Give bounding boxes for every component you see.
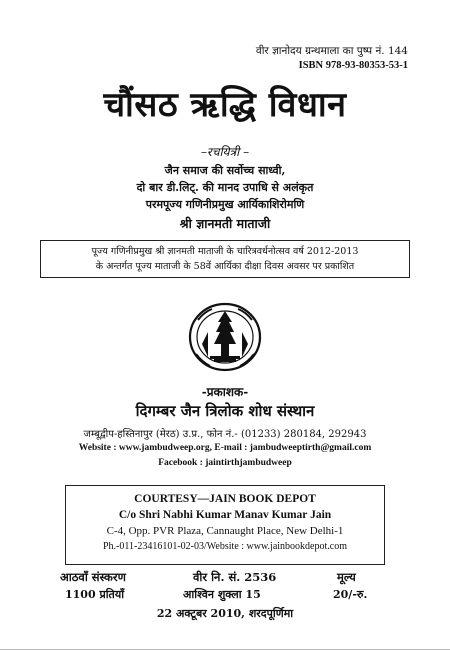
copies: 1100 प्रतियाँ	[65, 588, 125, 601]
author-desc-line-2: दो बार डी.लिट्. की मानद उपाधि से अलंकृत	[136, 181, 314, 194]
courtesy-box	[65, 485, 385, 565]
publisher-facebook: Facebook : jaintirthjambudweep	[158, 458, 292, 468]
jain-institution-emblem-icon	[188, 302, 262, 372]
isbn: ISBN 978-93-80353-53-1	[298, 60, 408, 71]
courtesy-line-4: Ph.-011-23416101-02-03/Website : www.jainbookdepot.com	[103, 541, 347, 552]
publisher-contact: Website : www.jambudweep.org, E-mail : jambudweeptirth@gmail.com	[78, 443, 372, 453]
notice-line-1: पूज्य गणिनीप्रमुख श्री ज्ञानमती माताजी के चारित्रवर्धनोत्सव वर्ष 2012-2013	[91, 246, 359, 257]
author-desc-line-3: परमपूज्य गणिनीप्रमुख आर्यिकाशिरोमणि	[145, 198, 305, 211]
series-line: वीर ज्ञानोदय ग्रन्थमाला का पुष्प नं. 144	[255, 45, 408, 57]
courtesy-line-2: C/o Shri Nabhi Kumar Manav Kumar Jain	[118, 509, 332, 521]
courtesy-line-1: COURTESY—JAIN BOOK DEPOT	[134, 493, 316, 505]
author-name: श्री ज्ञानमती माताजी	[179, 216, 271, 231]
publication-notice-box	[40, 240, 410, 278]
publisher-name: दिगम्बर जैन त्रिलोक शोध संस्थान	[135, 402, 315, 420]
courtesy-line-3: C-4, Opp. PVR Plaza, Cannaught Place, New Delhi-1	[106, 525, 344, 537]
book-title: चौंसठ ऋद्धि विधान	[103, 85, 347, 125]
publisher-address: जम्बूद्वीप-हस्तिनापुर (मेरठ) उ.प्र., फोन नं.- (01233) 280184, 292943	[83, 429, 367, 440]
author-label: –रचयित्री –	[200, 145, 250, 159]
price-label: मूल्य	[337, 570, 356, 584]
price-value: 20/-रु.	[333, 588, 368, 601]
notice-line-2: के अन्तर्गत पूज्य माताजी के 58वें आर्यिका दीक्षा दिवस अवसर पर प्रकाशित	[95, 261, 355, 272]
vir-nirvan-samvat: वीर नि. सं. 2536	[193, 570, 277, 584]
publisher-label: -प्रकाशक-	[201, 385, 249, 399]
month-date: आश्विन शुक्ला 15	[183, 588, 261, 601]
publication-date: 22 अक्टूबर 2010, शरदपूर्णिमा	[156, 607, 294, 620]
edition: आठवाँ संस्करण	[60, 570, 126, 584]
author-desc-line-1: जैन समाज की सर्वोच्च साध्वी,	[164, 164, 286, 177]
